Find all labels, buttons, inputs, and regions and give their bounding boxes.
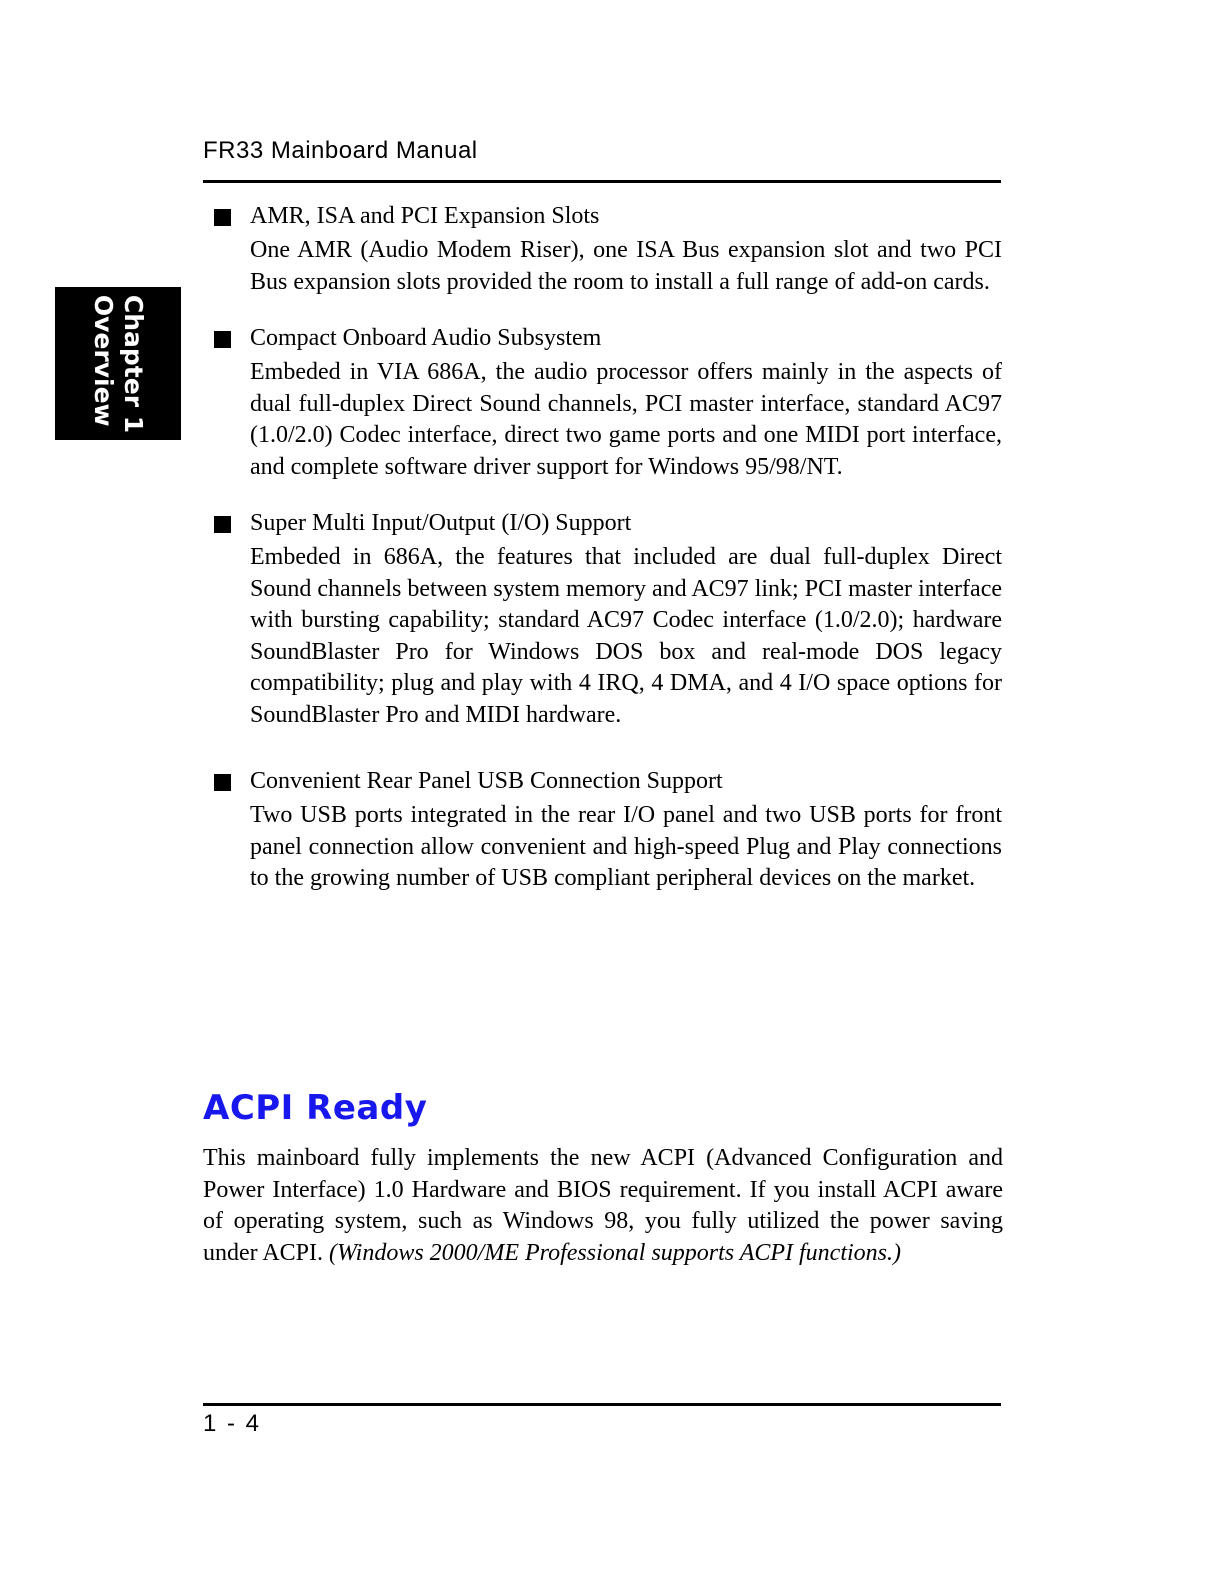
feature-list — [203, 200, 1003, 895]
feature-item — [203, 507, 1003, 731]
feature-title: AMR, ISA and PCI Expansion Slots — [250, 203, 600, 229]
footer-rule — [203, 1403, 1001, 1406]
feature-item — [203, 322, 1003, 483]
feature-title: Super Multi Input/Output (I/O) Support — [250, 510, 632, 536]
feature-description: Embeded in VIA 686A, the audio processor offers mainly in the aspects of dual full-duplex Direct Sound channels, PCI master interface, standard AC97 (1.0/2.0) Codec interface, direct two game ports and one MIDI port interface, and complete software driver support for Windows 95/98/NT. — [250, 359, 1002, 480]
feature-title: Compact Onboard Audio Subsystem — [250, 325, 602, 351]
feature-description: Two USB ports integrated in the rear I/O panel and two USB ports for front panel connection allow convenient and high-speed Plug and Play connections to the growing number of USB compliant peripheral devices on the market. — [250, 802, 1002, 891]
square-bullet-icon — [214, 209, 231, 226]
feature-description: Embeded in 686A, the features that included are dual full-duplex Direct Sound channels between system memory and AC97 link; PCI master interface with bursting capability; standard AC97 Codec interface (1.0/2.0); hardware SoundBlaster Pro for Windows DOS box and real-mode DOS legacy compatibility; plug and play with 4 IRQ, 4 DMA, and 4 I/O space options for SoundBlaster Pro and MIDI hardware. — [250, 544, 1002, 728]
chapter-side-tab — [55, 287, 181, 440]
square-bullet-icon — [214, 331, 231, 348]
section-note: (Windows 2000/ME Professional supports ACPI functions.) — [329, 1239, 902, 1266]
chapter-tab-subtitle: Overview — [89, 294, 118, 427]
chapter-tab-label: Chapter 1 — [119, 294, 148, 433]
feature-description: One AMR (Audio Modem Riser), one ISA Bus expansion slot and two PCI Bus expansion slots provided the room to install a full range of add-on cards. — [250, 237, 1002, 295]
page-number: 1 - 4 — [203, 1410, 262, 1437]
section-body-text: This mainboard fully implements the new ACPI (Advanced Configuration and Power Interface) 1.0 Hardware and BIOS requirement. If you install ACPI aware of operating system, such as Windows 98, you fully utilized the power saving under ACPI. — [203, 1145, 1003, 1266]
section-heading: ACPI Ready — [203, 1088, 428, 1128]
square-bullet-icon — [214, 774, 231, 791]
header-rule — [203, 180, 1001, 183]
section-paragraph — [203, 1143, 1003, 1269]
feature-item — [203, 765, 1003, 895]
feature-title: Convenient Rear Panel USB Connection Support — [250, 768, 723, 794]
feature-item — [203, 200, 1003, 298]
running-header: FR33 Mainboard Manual — [203, 137, 478, 164]
square-bullet-icon — [214, 516, 231, 533]
